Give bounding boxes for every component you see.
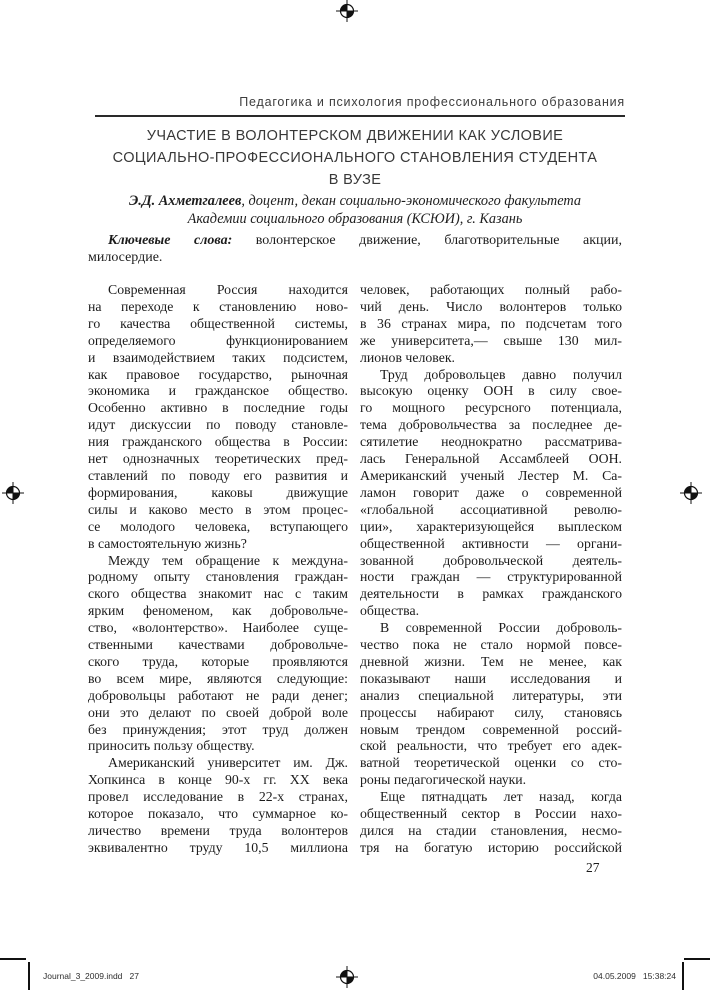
column-left [88, 282, 348, 857]
title-line: СОЦИАЛЬНО-ПРОФЕССИОНАЛЬНОГО СТАНОВЛЕНИЯ СТУДЕНТА [112, 150, 598, 166]
body-line: Труд добровольцев давно получил [380, 366, 622, 382]
body-line: ния гражданского общества в России: [88, 434, 348, 450]
body-line: Американский ученый Лестер М. Са- [360, 467, 622, 483]
body-line: в самостоятельную жизнь? [88, 535, 247, 551]
body-line: ции», характеризующейся выплеском [360, 518, 622, 534]
body-line: деятельности в рамках гражданского [360, 586, 622, 602]
body-line: общества. [360, 603, 420, 619]
body-line: сятилетие неоднократно рассматрива- [360, 434, 622, 450]
body-line: человек, работающих полный рабо- [360, 282, 622, 297]
body-line: Американский университет им. Дж. [108, 755, 348, 771]
body-line: «глобальной ассоциативной револю- [360, 501, 622, 517]
body-line: ской реальности, что требует его адек- [360, 738, 622, 754]
body-line: которое показало, что суммарное ко- [88, 806, 348, 822]
body-line: эквивалентно труду 10,5 миллиона [88, 839, 348, 855]
body-line: ского общества знакомит нас с таким [88, 586, 348, 602]
body-line: ставлений по поводу его развития и [88, 467, 348, 483]
body-line: чество пока не стало нормой повсе- [360, 637, 622, 653]
body-line: показывают наши исследования и [360, 670, 622, 686]
footer-file-info: Journal_3_2009.indd 27 [43, 971, 139, 981]
body-line: ского труда, которые проявляются [88, 653, 348, 669]
title-line: В ВУЗЕ [328, 172, 382, 188]
body-line: приносить пользу обществу. [88, 738, 255, 754]
keywords-values: волонтерское движение, благотворительные акции, [255, 233, 622, 248]
body-line: общественный сектор в России нахо- [360, 806, 622, 822]
keywords-block [88, 232, 622, 267]
body-line: экономика и гражданское общество. [88, 383, 348, 399]
author-name: Э.Д. Ахметгалеев [128, 193, 242, 209]
author-line-1 [78, 193, 632, 211]
registration-mark-icon [2, 482, 24, 504]
body-line: и взаимодействием таких подсистем, [88, 349, 348, 365]
body-line: В современной России доброволь- [380, 620, 622, 636]
body-line: провел исследование в 22-х странах, [88, 789, 348, 805]
article-title [88, 125, 622, 191]
header-rule [95, 115, 625, 117]
body-line: высокую оценку ООН в силу свое- [360, 383, 622, 399]
body-line: формирования, каковы движущие [88, 484, 348, 500]
body-line: во всем мире, являются следующие: [88, 670, 348, 686]
body-line: на переходе к становлению ново- [88, 298, 348, 314]
author-line-2: Академии социального образования (КСЮИ), г. Казань [187, 210, 523, 227]
body-line: новым трендом современной россий- [360, 721, 622, 737]
body-line: ство, «волонтерство». Наиболее суще- [88, 620, 348, 636]
body-line: чий день. Число волонтеров только [360, 298, 622, 314]
body-line: дневной жизни. Тем не менее, как [360, 653, 622, 669]
body-line: ярким феноменом, как добровольче- [88, 603, 348, 619]
crop-mark [682, 962, 684, 990]
body-line: Современная Россия находится [108, 282, 348, 297]
body-line: силы и каково место в этом процес- [88, 501, 348, 517]
body-line: го мощного ресурсного потенциала, [360, 400, 622, 416]
title-line: УЧАСТИЕ В ВОЛОНТЕРСКОМ ДВИЖЕНИИ КАК УСЛОВИЕ [146, 128, 564, 144]
body-line: тря на богатую историю российской [360, 839, 622, 855]
body-line: ламон говорит даже о современной [360, 484, 622, 500]
body-line: личество времени труда волонтеров [88, 823, 348, 838]
crop-mark [28, 962, 30, 990]
body-line: Хопкинса в конце 90-х гг. XX века [88, 772, 348, 788]
body-line: родному опыту становления граждан- [88, 569, 348, 585]
author-affiliation: , доцент, декан социально-экономического факультета [241, 193, 582, 209]
body-line: роны педагогической науки. [360, 772, 527, 788]
body-line: Между тем обращение к междуна- [108, 552, 348, 568]
body-line: ватной теоретической оценки со сто- [360, 755, 622, 771]
body-line: тема добровольчества за последнее де- [360, 417, 622, 433]
running-header: Педагогика и психология профессионального образования [239, 95, 625, 109]
registration-mark-icon [680, 482, 702, 504]
body-line: процессы набирают силу, становясь [360, 704, 622, 720]
body-line: идут дискуссии по поводу становле- [88, 417, 348, 433]
keywords-line-2: милосердие. [88, 250, 163, 266]
author-block [78, 193, 632, 229]
body-line: ности граждан — структурированной [360, 569, 622, 585]
body-line: Еще пятнадцать лет назад, когда [380, 789, 622, 805]
column-right [360, 282, 622, 857]
keywords-label: Ключевые слова: [108, 233, 233, 248]
body-line: же университета,— свыше 130 мил- [360, 332, 622, 348]
page-number: 27 [586, 860, 600, 875]
body-line: дился на стадии становления, несмо- [360, 823, 622, 838]
body-line: анализ специальной литературы, эти [360, 687, 622, 703]
body-line: Особенно активно в последние годы [88, 400, 348, 416]
body-line: без принуждения; этот труд должен [88, 721, 348, 737]
body-line: в 36 странах мира, по подсчетам того [360, 315, 622, 331]
registration-mark-icon [336, 966, 358, 988]
body-line: се молодого человека, вступающего [88, 518, 348, 534]
crop-mark [684, 958, 710, 960]
body-line: общественной активности — органи- [360, 535, 622, 551]
body-line: как правовое государство, рыночная [88, 366, 348, 382]
body-line: лионов человек. [360, 349, 455, 365]
crop-mark [0, 958, 26, 960]
body-line: добровольцы работают не ради денег; [88, 687, 348, 703]
body-line: нет однозначных теоретических пред- [88, 451, 348, 467]
body-line: лась Генеральной Ассамблеей ООН. [360, 451, 622, 467]
body-line: зованной добровольческой деятель- [360, 552, 622, 568]
body-line: они это делают по своей доброй воле [88, 704, 348, 720]
body-line: го качества общественной системы, [88, 315, 348, 331]
body-line: ственными качествами добровольче- [88, 637, 348, 653]
body-line: определяемого функционированием [88, 332, 348, 348]
registration-mark-icon [336, 0, 358, 22]
keywords-line-1 [88, 232, 622, 249]
footer-timestamp: 04.05.2009 15:38:24 [593, 971, 676, 981]
